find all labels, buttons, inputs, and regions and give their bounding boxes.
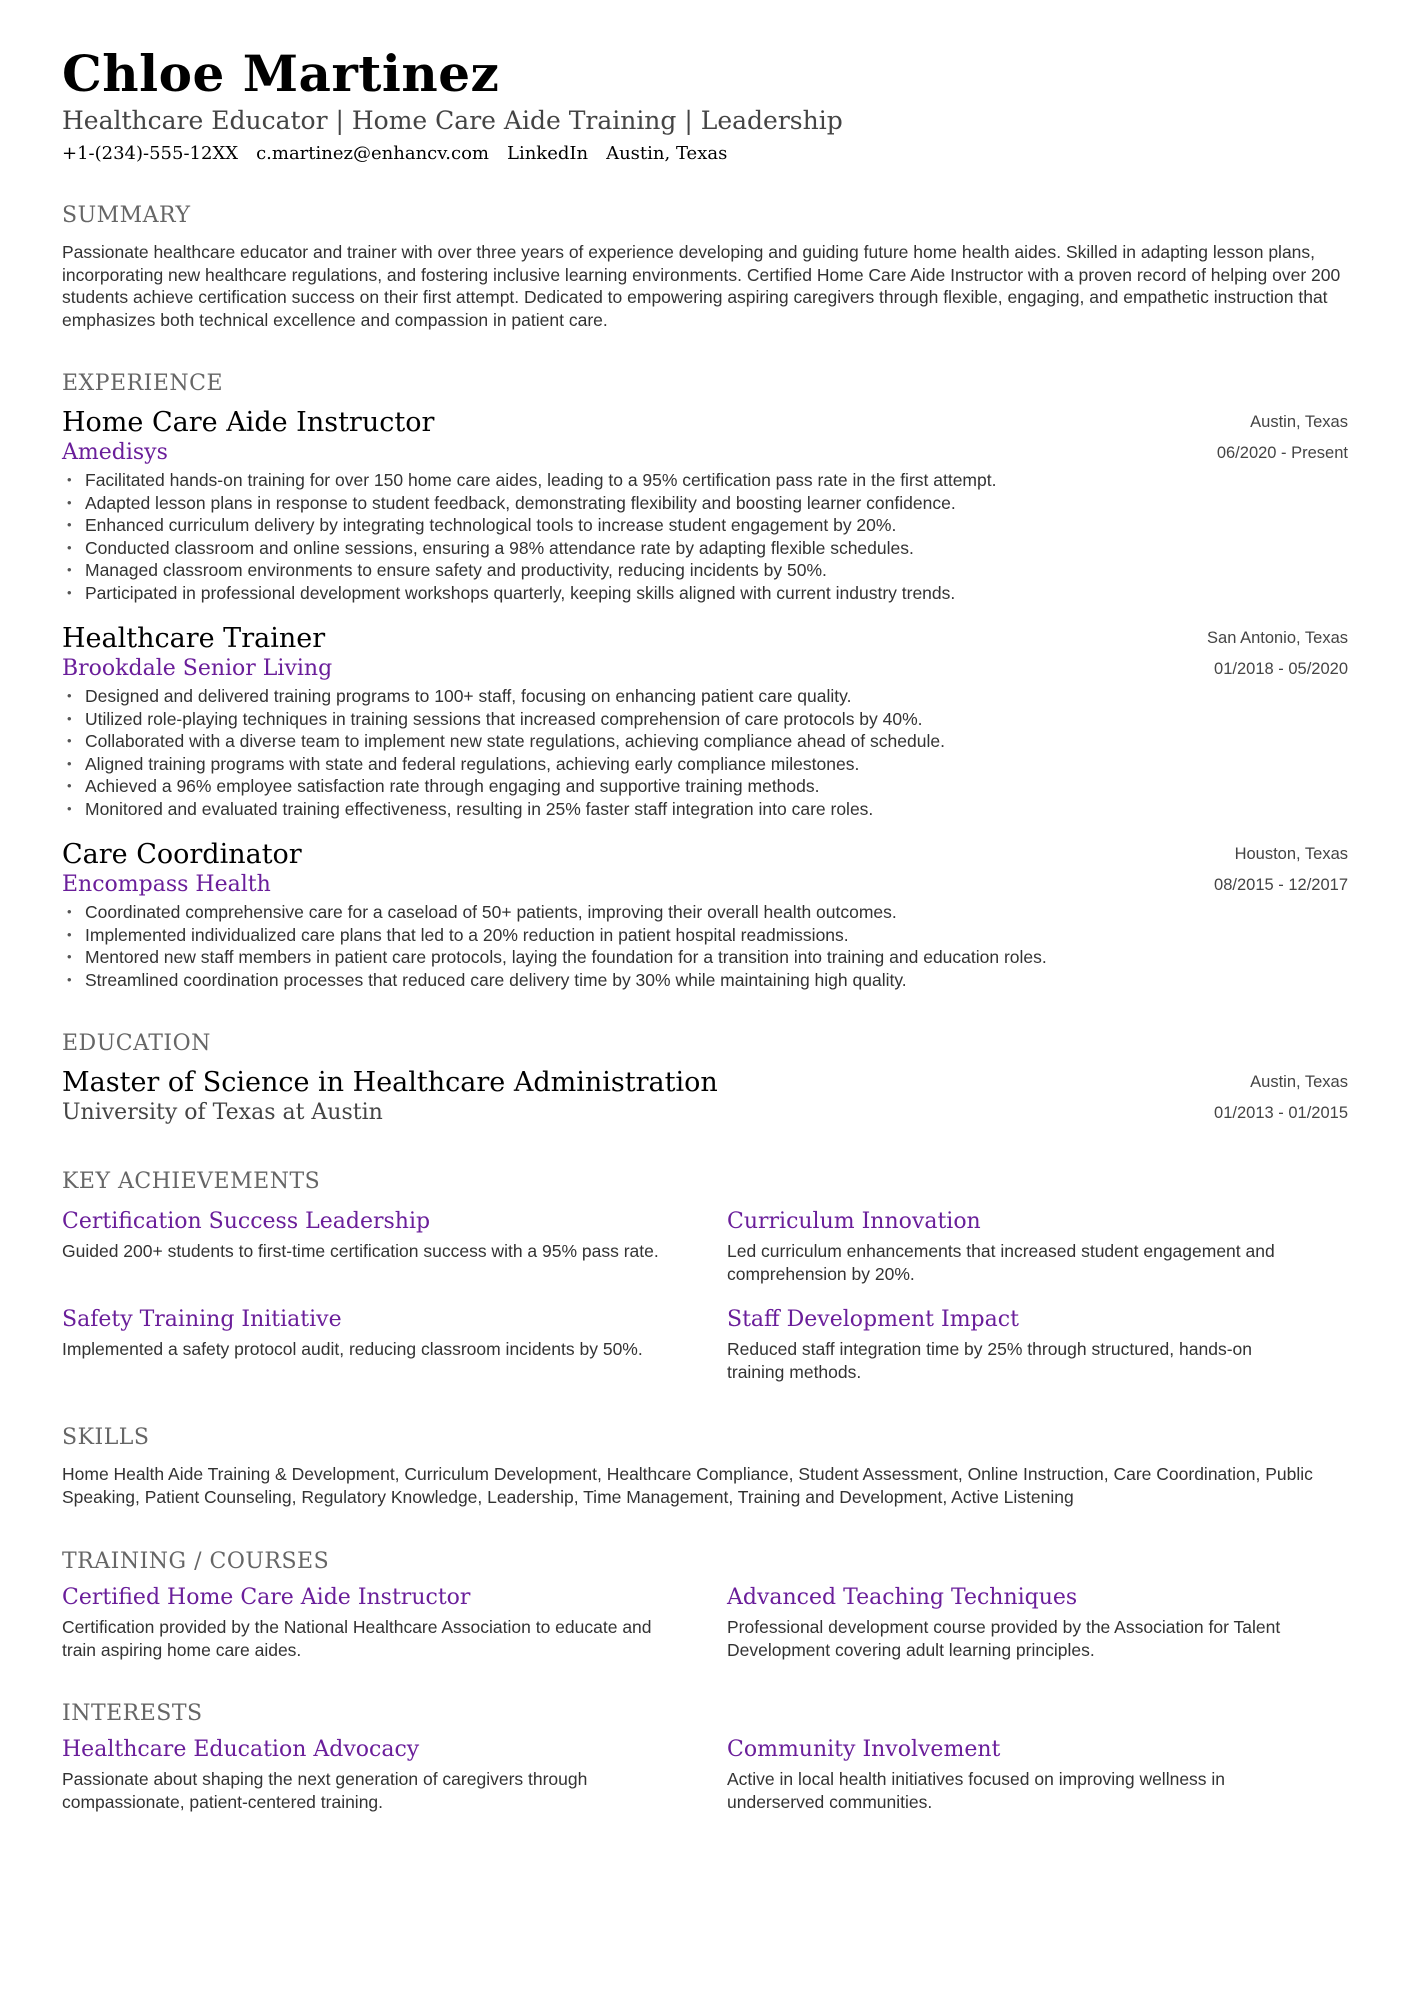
section-title-skills: SKILLS xyxy=(62,1425,150,1450)
achievement-item xyxy=(727,1207,1347,1285)
interest-text: Active in local health initiatives focused on improving wellness in underserved communities. xyxy=(727,1769,1226,1812)
linkedin-link[interactable]: LinkedIn xyxy=(507,143,589,164)
training-item xyxy=(62,1583,727,1661)
job-bullets xyxy=(62,685,1348,820)
bullet-item: • Coordinated comprehensive care for a caseload of 50+ patients, improving their overall health outcomes. xyxy=(62,901,1348,924)
location: Austin, Texas xyxy=(606,143,728,164)
job-meta xyxy=(1214,839,1348,901)
achievement-item xyxy=(62,1207,727,1285)
job-entry xyxy=(62,839,1348,991)
contact-info xyxy=(62,140,1348,168)
training-item xyxy=(727,1583,1347,1661)
section-title-interests: INTERESTS xyxy=(62,1701,203,1726)
training-title: Certified Home Care Aide Instructor xyxy=(62,1585,471,1610)
job-dates: 08/2015 - 12/2017 xyxy=(1214,876,1348,894)
job-entry xyxy=(62,623,1348,820)
job-meta xyxy=(1207,623,1348,685)
job-title: Healthcare Trainer xyxy=(62,623,326,654)
bullet-item: • Streamlined coordination processes that reduced care delivery time by 30% while maintaining high quality. xyxy=(62,969,1348,992)
achievement-text: Guided 200+ students to first-time certification success with a 95% pass rate. xyxy=(62,1241,659,1261)
bullet-item: • Participated in professional development workshops quarterly, keeping skills aligned with current industry trends. xyxy=(62,582,1348,605)
interest-text: Passionate about shaping the next generation of caregivers through compassionate, patient-centered training. xyxy=(62,1769,588,1812)
job-title: Care Coordinator xyxy=(62,839,302,870)
section-title-training: TRAINING / COURSES xyxy=(62,1549,330,1574)
job-title: Home Care Aide Instructor xyxy=(62,407,435,438)
achievement-title: Staff Development Impact xyxy=(727,1307,1019,1332)
job-company: Brookdale Senior Living xyxy=(62,656,333,681)
job-location: San Antonio, Texas xyxy=(1207,629,1348,647)
email-link[interactable]: c.martinez@enhancv.com xyxy=(256,143,489,164)
training-title: Advanced Teaching Techniques xyxy=(727,1585,1078,1610)
achievement-title: Certification Success Leadership xyxy=(62,1209,431,1234)
skills-text: Home Health Aide Training & Development, Curriculum Development, Healthcare Compliance, Student Assessment, Online Instruction, Care Coordination, Public Speaking, Patient Counseling, Regulatory Knowledge, Leadership, Time Management, Training and Development, Active Listening xyxy=(62,1464,1313,1507)
bullet-item: • Monitored and evaluated training effectiveness, resulting in 25% faster staff integration into care roles. xyxy=(62,798,1348,821)
training-text: Certification provided by the National Healthcare Association to educate and train aspiring home care aides. xyxy=(62,1617,652,1660)
training-section xyxy=(62,1547,1348,1661)
achievement-text: Implemented a safety protocol audit, reducing classroom incidents by 50%. xyxy=(62,1339,643,1359)
training-text: Professional development course provided by the Association for Talent Development covering adult learning principles. xyxy=(727,1617,1281,1660)
bullet-item: • Facilitated hands-on training for over 150 home care aides, leading to a 95% certification pass rate in the first attempt. xyxy=(62,469,1348,492)
job-location: Houston, Texas xyxy=(1234,845,1348,863)
interests-grid xyxy=(62,1735,1348,1813)
job-company: Amedisys xyxy=(62,440,168,465)
interest-item xyxy=(727,1735,1347,1813)
section-title-experience: EXPERIENCE xyxy=(62,371,224,396)
bullet-item: • Designed and delivered training programs to 100+ staff, focusing on enhancing patient care quality. xyxy=(62,685,1348,708)
bullet-item: • Conducted classroom and online sessions, ensuring a 98% attendance rate by adapting flexible schedules. xyxy=(62,537,1348,560)
resume-header xyxy=(62,44,1348,168)
bullet-item: • Managed classroom environments to ensure safety and productivity, reducing incidents by 50%. xyxy=(62,559,1348,582)
bullet-item: • Implemented individualized care plans that led to a 20% reduction in patient hospital readmissions. xyxy=(62,924,1348,947)
bullet-item: • Aligned training programs with state and federal regulations, achieving early compliance milestones. xyxy=(62,753,1348,776)
section-title-education: EDUCATION xyxy=(62,1031,211,1056)
school-name: University of Texas at Austin xyxy=(62,1100,383,1125)
candidate-name: Chloe Martinez xyxy=(62,44,500,103)
achievement-text: Reduced staff integration time by 25% through structured, hands-on training methods. xyxy=(727,1339,1252,1382)
skills-section xyxy=(62,1423,1348,1508)
phone-number: +1-(234)-555-12XX xyxy=(62,143,239,164)
education-location: Austin, Texas xyxy=(1250,1073,1348,1091)
bullet-item: • Mentored new staff members in patient care protocols, laying the foundation for a transition into training and education roles. xyxy=(62,946,1348,969)
section-title-summary: SUMMARY xyxy=(62,203,191,228)
bullet-item: • Enhanced curriculum delivery by integrating technological tools to increase student engagement by 20%. xyxy=(62,514,1348,537)
job-bullets xyxy=(62,469,1348,604)
education-entry xyxy=(62,1067,1348,1127)
training-grid xyxy=(62,1583,1348,1661)
job-entry xyxy=(62,407,1348,604)
education-section xyxy=(62,1029,1348,1127)
summary-section xyxy=(62,201,1348,331)
achievements-section xyxy=(62,1167,1348,1383)
candidate-headline: Healthcare Educator | Home Care Aide Training | Leadership xyxy=(62,106,843,135)
education-meta xyxy=(1214,1067,1348,1129)
achievement-item xyxy=(727,1305,1347,1383)
interest-title: Community Involvement xyxy=(727,1737,1001,1762)
achievement-item xyxy=(62,1305,727,1383)
job-meta xyxy=(1217,407,1348,469)
section-title-achievements: KEY ACHIEVEMENTS xyxy=(62,1169,321,1194)
bullet-item: • Utilized role-playing techniques in training sessions that increased comprehension of care protocols by 40%. xyxy=(62,708,1348,731)
bullet-item: • Collaborated with a diverse team to implement new state regulations, achieving compliance ahead of schedule. xyxy=(62,730,1348,753)
bullet-item: • Adapted lesson plans in response to student feedback, demonstrating flexibility and boosting learner confidence. xyxy=(62,492,1348,515)
achievement-title: Safety Training Initiative xyxy=(62,1307,342,1332)
achievements-grid xyxy=(62,1207,1348,1383)
degree-title: Master of Science in Healthcare Administration xyxy=(62,1067,718,1098)
bullet-item: • Achieved a 96% employee satisfaction rate through engaging and supportive training methods. xyxy=(62,775,1348,798)
experience-section xyxy=(62,369,1348,991)
interest-item xyxy=(62,1735,727,1813)
job-company: Encompass Health xyxy=(62,872,271,897)
summary-text: Passionate healthcare educator and trainer with over three years of experience developing and guiding future home health aides. Skilled in adapting lesson plans, incorporating new healthcare regulations, and fostering inclusive learning environments. Certified Home Care Aide Instructor with a proven record of helping over 200 students achieve certification success on their first attempt. Dedicated to empowering aspiring caregivers through flexible, engaging, and empathetic instruction that emphasizes both technical excellence and compassion in patient care. xyxy=(62,242,1341,330)
job-dates: 01/2018 - 05/2020 xyxy=(1214,660,1348,678)
achievement-text: Led curriculum enhancements that increased student engagement and comprehension by 20%. xyxy=(727,1241,1275,1284)
job-location: Austin, Texas xyxy=(1250,413,1348,431)
interest-title: Healthcare Education Advocacy xyxy=(62,1737,420,1762)
interests-section xyxy=(62,1699,1348,1813)
job-bullets xyxy=(62,901,1348,991)
education-dates: 01/2013 - 01/2015 xyxy=(1214,1104,1348,1122)
job-dates: 06/2020 - Present xyxy=(1216,444,1348,462)
achievement-title: Curriculum Innovation xyxy=(727,1209,981,1234)
